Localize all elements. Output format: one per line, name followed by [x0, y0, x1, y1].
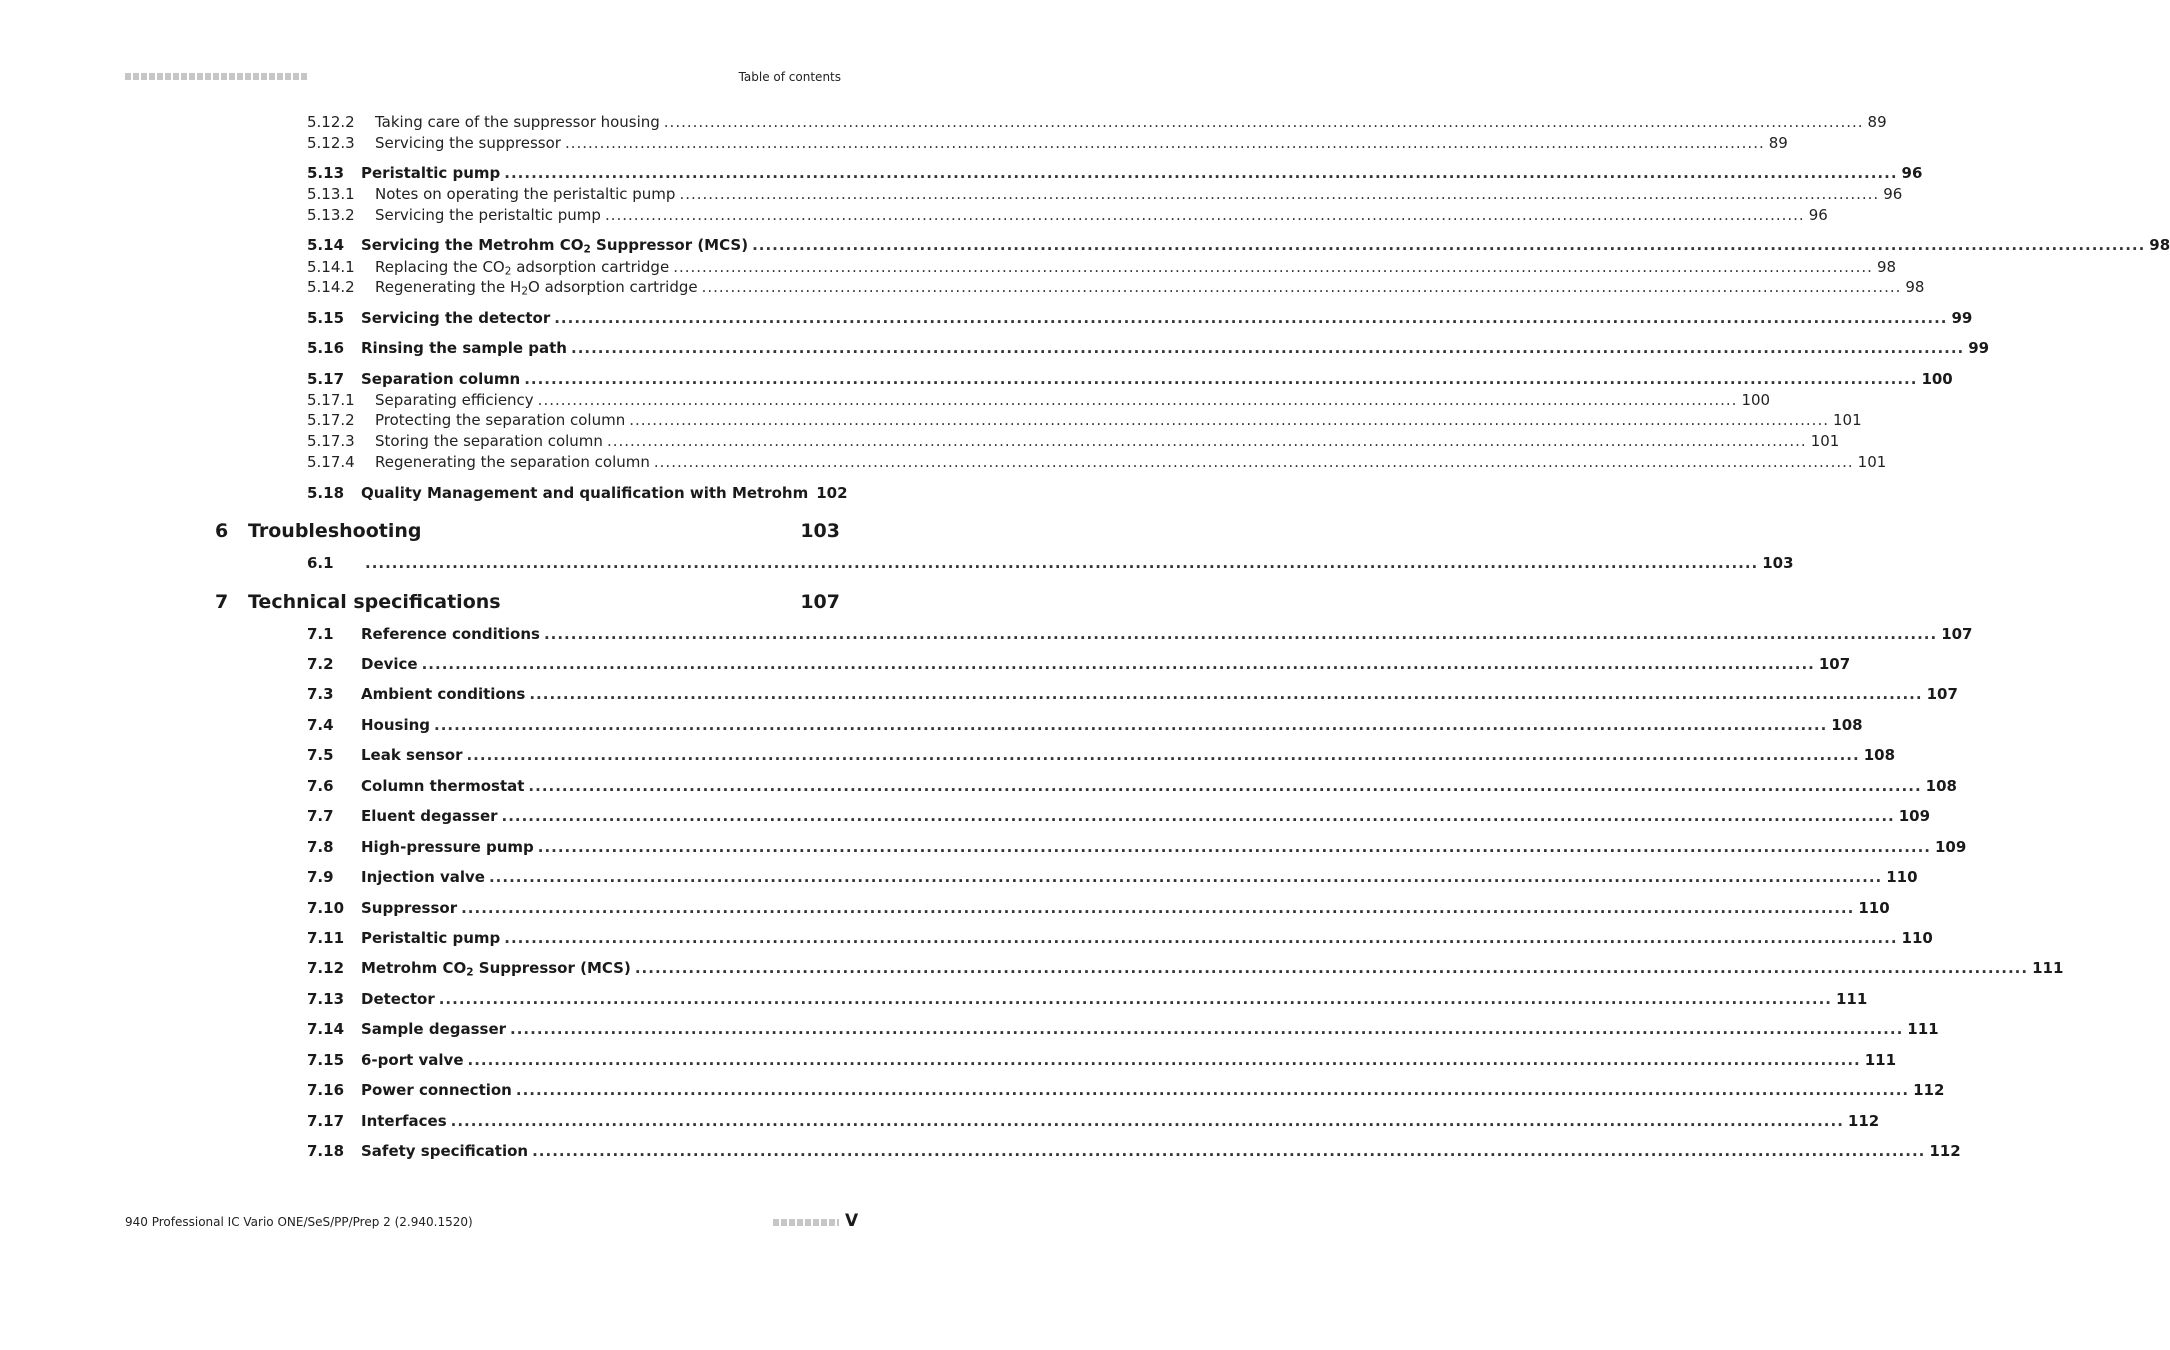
- chapter-title: Troubleshooting: [248, 520, 422, 542]
- entry-title: Quality Management and qualification with Metrohm: [361, 484, 809, 502]
- chapter-page-number: 107: [800, 591, 840, 613]
- toc-entry[interactable]: [307, 746, 1896, 766]
- entry-title: Separating efficiency: [375, 391, 534, 409]
- entry-page-number: 110: [1858, 899, 1890, 917]
- toc-entry[interactable]: [307, 1142, 1961, 1162]
- entry-title: Housing: [361, 716, 431, 734]
- entry-number: 5.14.1: [307, 258, 355, 276]
- leader-dots: [679, 185, 1879, 203]
- entry-page-number: 107: [1926, 685, 1958, 703]
- entry-title: Servicing the peristaltic pump: [375, 206, 601, 224]
- leader-dots: [468, 1051, 1861, 1069]
- entry-page-number: 110: [1886, 868, 1918, 886]
- leader-dots: [365, 554, 1758, 572]
- entry-page-number: 110: [1901, 929, 1933, 947]
- leader-dots: [607, 432, 1807, 450]
- toc-entry[interactable]: [307, 838, 1967, 858]
- entry-title: Peristaltic pump: [361, 164, 501, 182]
- leader-dots: [422, 655, 1815, 673]
- entry-title: Storing the separation column: [375, 432, 603, 450]
- toc-entry[interactable]: [307, 391, 1771, 411]
- entry-page-number: 98: [1905, 278, 1925, 296]
- toc-entry[interactable]: [307, 1081, 1945, 1101]
- toc-entry[interactable]: [307, 929, 1933, 949]
- toc-chapter-entry[interactable]: [215, 520, 840, 546]
- entry-page-number: 101: [1832, 411, 1862, 429]
- entry-number: 5.17: [307, 370, 345, 388]
- entry-title: Ambient conditions: [361, 685, 526, 703]
- entry-title: Peristaltic pump: [361, 929, 501, 947]
- entry-page-number: 108: [1863, 746, 1896, 764]
- toc-entry[interactable]: [307, 655, 1851, 675]
- entry-number: 5.14: [307, 236, 345, 254]
- entry-title: Safety specification: [361, 1142, 529, 1160]
- entry-number: 7.17: [307, 1112, 345, 1130]
- entry-page-number: 112: [1913, 1081, 1945, 1099]
- toc-entry[interactable]: [307, 258, 1897, 278]
- entry-number: 5.13.1: [307, 185, 355, 203]
- leader-dots: [516, 1081, 1909, 1099]
- entry-number: 7.4: [307, 716, 334, 734]
- chapter-title: Technical specifications: [248, 591, 501, 613]
- entry-title: Regenerating the $H_2O$ adsorption cartridge: [375, 278, 698, 298]
- entry-title: Injection valve: [361, 868, 485, 886]
- toc-entry[interactable]: [307, 685, 1958, 705]
- leader-dots: [528, 777, 1921, 795]
- footer-product-name: 940 Professional IC Vario ONE/SeS/PP/Prep 2 (2.940.1520): [125, 1215, 473, 1229]
- entry-page-number: 99: [1968, 339, 1990, 357]
- toc-entry[interactable]: [307, 1020, 1939, 1040]
- entry-title: Servicing the detector: [361, 309, 551, 327]
- toc-entry[interactable]: [307, 1051, 1897, 1071]
- entry-page-number: 102: [816, 484, 848, 502]
- leader-dots: [439, 990, 1832, 1008]
- entry-number: 5.15: [307, 309, 345, 327]
- entry-title: Protecting the separation column: [375, 411, 626, 429]
- entry-page-number: 96: [1883, 185, 1903, 203]
- toc-entry[interactable]: [307, 278, 1925, 298]
- entry-number: 5.14.2: [307, 278, 355, 296]
- leader-dots: [673, 258, 1873, 276]
- toc-entry[interactable]: [307, 807, 1931, 827]
- entry-title: Interfaces: [361, 1112, 447, 1130]
- leader-dots: [510, 1020, 1903, 1038]
- entry-number: 7.8: [307, 838, 334, 856]
- leader-dots: [466, 746, 1859, 764]
- toc-entry[interactable]: [307, 370, 1953, 390]
- entry-title: Servicing the Metrohm $CO_2$ Suppressor (MCS): [361, 236, 749, 256]
- entry-page-number: 89: [1867, 113, 1887, 131]
- leader-dots: [605, 206, 1805, 224]
- entry-title: Taking care of the suppressor housing: [375, 113, 660, 131]
- toc-entry[interactable]: [307, 236, 2170, 256]
- leader-dots: [629, 411, 1829, 429]
- toc-entry[interactable]: [307, 777, 1957, 797]
- leader-dots: [654, 453, 1854, 471]
- entry-number: 5.12.3: [307, 134, 355, 152]
- toc-entry[interactable]: [307, 309, 1973, 329]
- entry-page-number: 107: [1818, 655, 1851, 673]
- leader-dots: [502, 807, 1895, 825]
- toc-entry[interactable]: [307, 339, 1990, 359]
- entry-number: 7.5: [307, 746, 334, 764]
- entry-page-number: 109: [1898, 807, 1931, 825]
- entry-number: 7.6: [307, 777, 334, 795]
- toc-entry[interactable]: [307, 1112, 1880, 1132]
- entry-number: 5.12.2: [307, 113, 355, 131]
- toc-entry[interactable]: [307, 554, 1794, 574]
- leader-dots: [434, 716, 1827, 734]
- entry-page-number: 111: [2032, 959, 2064, 977]
- toc-entry[interactable]: [307, 185, 1903, 205]
- leader-dots: [538, 391, 1738, 409]
- leader-dots: [524, 370, 1917, 388]
- leader-dots: [529, 685, 1922, 703]
- entry-title: Regenerating the separation column: [375, 453, 650, 471]
- entry-page-number: 111: [1907, 1020, 1939, 1038]
- entry-page-number: 112: [1929, 1142, 1961, 1160]
- leader-dots: [752, 236, 2145, 254]
- entry-number: 7.11: [307, 929, 345, 947]
- entry-page-number: 100: [1741, 391, 1771, 409]
- leader-dots: [635, 959, 2028, 977]
- entry-page-number: 99: [1951, 309, 1973, 327]
- entry-number: 7.9: [307, 868, 334, 886]
- header-decoration-bar: [125, 73, 307, 80]
- entry-page-number: 101: [1810, 432, 1840, 450]
- leader-dots: [451, 1112, 1844, 1130]
- toc-entry[interactable]: [307, 453, 1887, 473]
- entry-page-number: 101: [1857, 453, 1887, 471]
- entry-number: 7.14: [307, 1020, 345, 1038]
- entry-title: Reference conditions: [361, 625, 540, 643]
- footer-page-number: V: [845, 1211, 859, 1231]
- chapter-number: 6: [215, 520, 229, 542]
- entry-number: 5.13.2: [307, 206, 355, 224]
- toc-entry[interactable]: [307, 411, 1862, 431]
- chapter-number: 7: [215, 591, 229, 613]
- entry-page-number: 103: [1762, 554, 1794, 572]
- entry-number: 7.3: [307, 685, 334, 703]
- toc-entry[interactable]: [307, 164, 1923, 184]
- leader-dots: [702, 278, 1902, 296]
- toc-entry[interactable]: [307, 625, 1973, 645]
- toc-entry[interactable]: [307, 484, 848, 504]
- entry-title: Separation column: [361, 370, 521, 388]
- entry-page-number: 107: [1941, 625, 1973, 643]
- chapter-page-number: 103: [800, 520, 840, 542]
- entry-page-number: 112: [1847, 1112, 1880, 1130]
- leader-dots: [538, 838, 1931, 856]
- entry-number: 7.18: [307, 1142, 345, 1160]
- entry-title: Eluent degasser: [361, 807, 498, 825]
- toc-entry[interactable]: [307, 899, 1890, 919]
- entry-number: 5.18: [307, 484, 345, 502]
- entry-number: 7.15: [307, 1051, 345, 1069]
- leader-dots: [544, 625, 1937, 643]
- entry-title: Detector: [361, 990, 435, 1008]
- entry-page-number: 111: [1835, 990, 1868, 1008]
- leader-dots: [554, 309, 1947, 327]
- entry-number: 5.17.4: [307, 453, 355, 471]
- entry-page-number: 96: [1901, 164, 1923, 182]
- entry-number: 7.13: [307, 990, 345, 1008]
- leader-dots: [504, 164, 1897, 182]
- entry-page-number: 89: [1768, 134, 1788, 152]
- toc-entry[interactable]: [307, 990, 1868, 1010]
- entry-title: Power connection: [361, 1081, 512, 1099]
- toc-chapter-entry[interactable]: [215, 591, 840, 617]
- entry-number: 5.17.3: [307, 432, 355, 450]
- entry-page-number: 108: [1925, 777, 1957, 795]
- entry-number: 5.13: [307, 164, 345, 182]
- entry-number: 5.17.1: [307, 391, 355, 409]
- entry-title: Replacing the $CO_2$ adsorption cartridge: [375, 258, 670, 278]
- entry-number: 5.17.2: [307, 411, 355, 429]
- entry-number: 6.1: [307, 554, 334, 572]
- leader-dots: [664, 113, 1864, 131]
- entry-title: Device: [361, 655, 418, 673]
- entry-title: High-pressure pump: [361, 838, 534, 856]
- entry-title: Notes on operating the peristaltic pump: [375, 185, 676, 203]
- entry-page-number: 109: [1935, 838, 1967, 856]
- entry-title: Sample degasser: [361, 1020, 507, 1038]
- leader-dots: [565, 134, 1765, 152]
- entry-number: 7.2: [307, 655, 334, 673]
- header-section-title: Table of contents: [738, 70, 841, 84]
- toc-entry[interactable]: [307, 868, 1918, 888]
- toc-entry[interactable]: [307, 716, 1863, 736]
- entry-number: 5.16: [307, 339, 345, 357]
- entry-title: Suppressor: [361, 899, 458, 917]
- entry-title: 6-port valve: [361, 1051, 464, 1069]
- leader-dots: [571, 339, 1964, 357]
- entry-number: 7.7: [307, 807, 334, 825]
- leader-dots: [489, 868, 1882, 886]
- entry-title: Metrohm $CO_2$ Suppressor (MCS): [361, 959, 631, 979]
- entry-page-number: 108: [1831, 716, 1863, 734]
- entry-number: 7.16: [307, 1081, 345, 1099]
- footer-decoration-bar: [773, 1219, 839, 1226]
- entry-page-number: 111: [1864, 1051, 1897, 1069]
- entry-page-number: 98: [2149, 236, 2170, 254]
- entry-page-number: 98: [1876, 258, 1897, 276]
- entry-page-number: 96: [1808, 206, 1828, 224]
- entry-title: Rinsing the sample path: [361, 339, 567, 357]
- entry-title: Servicing the suppressor: [375, 134, 561, 152]
- toc-entry[interactable]: [307, 206, 1828, 226]
- entry-number: 7.12: [307, 959, 345, 977]
- leader-dots: [504, 929, 1897, 947]
- leader-dots: [461, 899, 1854, 917]
- entry-number: 7.10: [307, 899, 345, 917]
- entry-title: Leak sensor: [361, 746, 463, 764]
- toc-entry[interactable]: [307, 134, 1788, 154]
- toc-entry[interactable]: [307, 432, 1840, 452]
- entry-title: Column thermostat: [361, 777, 525, 795]
- leader-dots: [532, 1142, 1925, 1160]
- toc-entry[interactable]: [307, 113, 1887, 133]
- toc-entry[interactable]: [307, 959, 2064, 979]
- entry-number: 7.1: [307, 625, 334, 643]
- entry-page-number: 100: [1921, 370, 1953, 388]
